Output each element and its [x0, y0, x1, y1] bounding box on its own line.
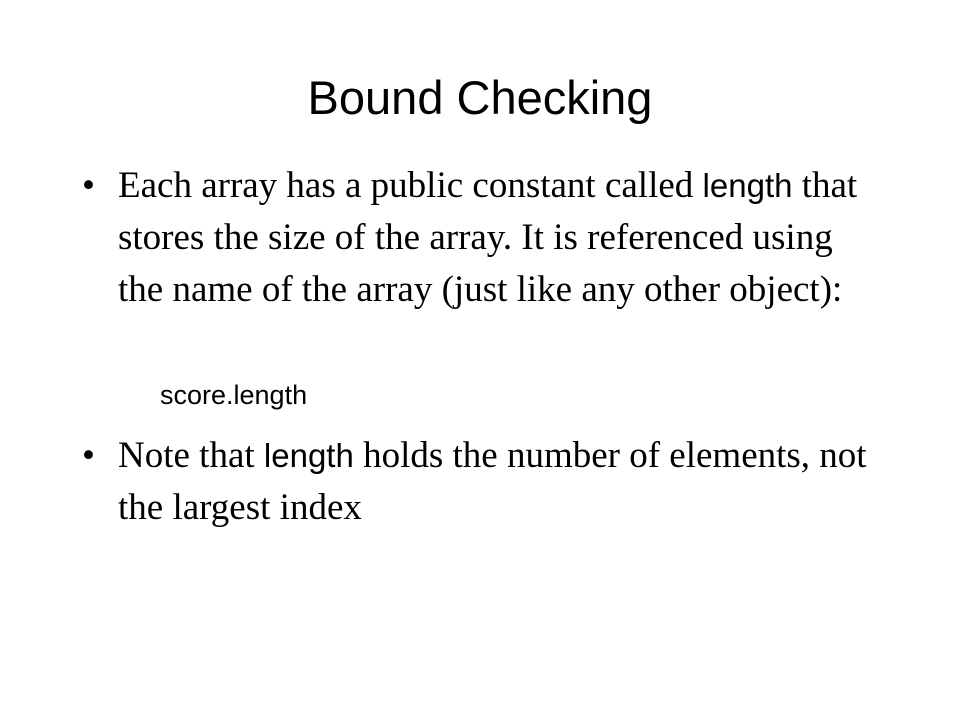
- bullet-1-pre: Each array has a public constant called: [118, 165, 703, 206]
- bullet-marker-2: •: [82, 435, 95, 476]
- bullet-2-post: holds the number of elements, not the largest index: [118, 435, 867, 528]
- bullet-marker-1: •: [82, 165, 95, 206]
- bullet-2-pre: Note that: [118, 435, 264, 476]
- bullet-1-post: that stores the size of the array. It is referenced using the name of the array (just like any other object):: [118, 165, 858, 310]
- slide-title: Bound Checking: [307, 71, 653, 124]
- bullet-text-1: [118, 160, 882, 316]
- bullet-text-2: [118, 430, 882, 534]
- bullet-2-keyword: length: [263, 437, 354, 474]
- bullet-item-2: [82, 430, 882, 534]
- code-example: score.length: [160, 380, 308, 410]
- bullet-item-1: [82, 160, 882, 316]
- bullet-1-keyword: length: [702, 167, 793, 204]
